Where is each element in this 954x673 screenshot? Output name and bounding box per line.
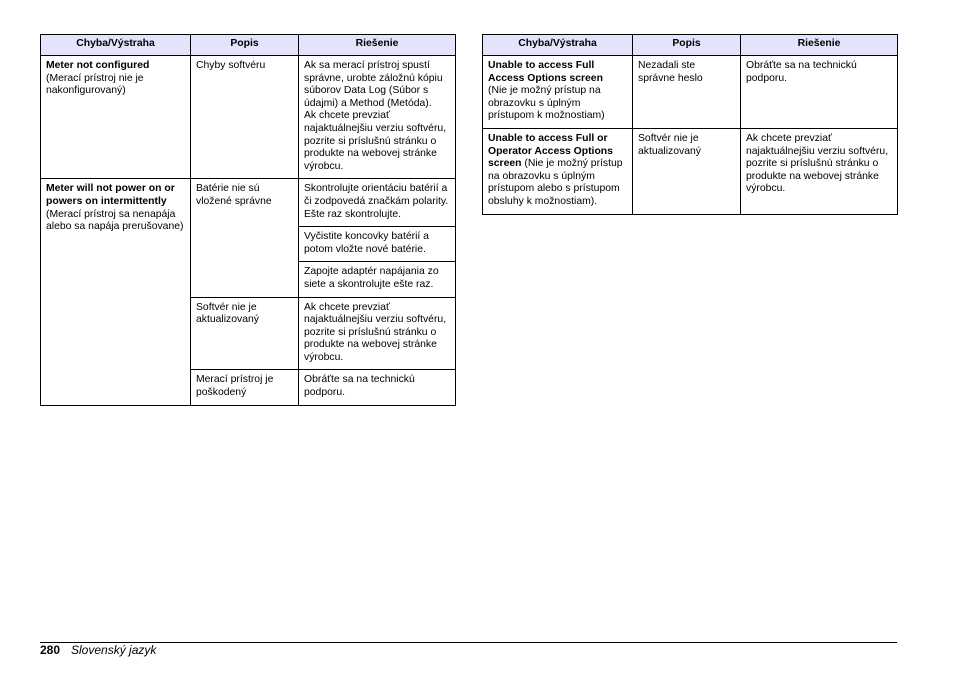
error-cell — [483, 56, 633, 129]
description-cell: Softvér nie je aktualizovaný — [191, 297, 299, 370]
error-note: (Merací prístroj sa nenapája alebo sa napája prerušovane) — [46, 208, 184, 233]
solution-cell: Vyčistite koncovky batérií a potom vložte nové batérie. — [299, 227, 456, 262]
table-header-row — [483, 35, 898, 56]
header-solution: Riešenie — [299, 35, 456, 56]
troubleshooting-table-right — [482, 34, 898, 215]
table-header-row — [41, 35, 456, 56]
solution-cell: Zapojte adaptér napájania zo siete a skontrolujte ešte raz. — [299, 262, 456, 297]
troubleshooting-table-left — [40, 34, 456, 406]
table-row — [483, 128, 898, 214]
header-description: Popis — [191, 35, 299, 56]
description-cell: Softvér nie je aktualizovaný — [633, 128, 741, 214]
solution-cell: Obráťte sa na technickú podporu. — [741, 56, 898, 129]
solution-cell: Skontrolujte orientáciu batérií a či zodpovedá značkám polarity. Ešte raz skontrolujte. — [299, 179, 456, 227]
error-note: (Nie je možný prístup na obrazovku s úplným prístupom alebo s prístupom obsluhy k možnostiam). — [488, 158, 623, 207]
table-row — [41, 56, 456, 179]
description-cell: Nezadali ste správne heslo — [633, 56, 741, 129]
header-error-warning: Chyba/Výstraha — [483, 35, 633, 56]
solution-text: Ak chcete prevziať najaktuálnejšiu verziu softvéru, pozrite si príslušnú stránku o produkte na webovej stránke výrobcu. — [304, 110, 447, 172]
description-cell: Batérie nie sú vložené správne — [191, 179, 299, 297]
footer-language: Slovenský jazyk — [71, 643, 157, 657]
table-row — [483, 56, 898, 129]
description-cell: Merací prístroj je poškodený — [191, 370, 299, 405]
error-cell — [41, 56, 191, 179]
error-title: Unable to access Full or Operator Access Options screen — [488, 132, 613, 170]
footer-divider — [40, 642, 897, 643]
error-cell — [41, 179, 191, 405]
error-cell — [483, 128, 633, 214]
page-number: 280 — [40, 643, 61, 657]
header-error-warning: Chyba/Výstraha — [41, 35, 191, 56]
header-description: Popis — [633, 35, 741, 56]
solution-cell: Obráťte sa na technickú podporu. — [299, 370, 456, 405]
solution-cell: Ak chcete prevziať najaktuálnejšiu verziu softvéru, pozrite si príslušnú stránku o produkte na webovej stránke výrobcu. — [299, 297, 456, 370]
error-note: (Nie je možný prístup na obrazovku s úplným prístupom k možnostiam) — [488, 85, 605, 122]
header-solution: Riešenie — [741, 35, 898, 56]
solution-cell: Ak chcete prevziať najaktuálnejšiu verziu softvéru, pozrite si príslušnú stránku o produkte na webovej stránke výrobcu. — [741, 128, 898, 214]
solution-text: Ak sa merací prístroj spustí správne, urobte záložnú kópiu súborov Data Log (Súbor s údajmi) a Method (Metóda). — [304, 60, 443, 109]
description-cell: Chyby softvéru — [191, 56, 299, 179]
error-title: Meter will not power on or powers on intermittently — [46, 183, 175, 207]
error-title: Unable to access Full Access Options screen — [488, 60, 603, 84]
error-title: Meter not configured — [46, 60, 150, 71]
error-note: (Merací prístroj nie je nakonfigurovaný) — [46, 72, 144, 97]
solution-cell — [299, 56, 456, 179]
table-row — [41, 179, 456, 227]
